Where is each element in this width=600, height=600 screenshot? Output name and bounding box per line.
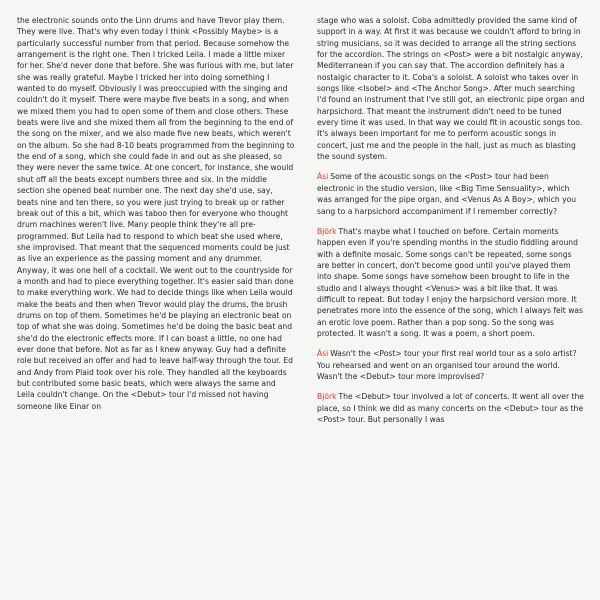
- paragraph-text: Some of the acoustic songs on the <Post> tour had been electronic in the studio version, like <Big Time Sensuality>, which was arranged for the pipe organ, and <Venus As A Boy>, which you sang to a harpsichord accompaniment if I remember correctly?: [317, 172, 577, 216]
- paragraph: [317, 348, 585, 382]
- paragraph: [317, 391, 585, 425]
- right-column: [317, 15, 585, 600]
- left-column: [17, 15, 295, 600]
- paragraph-text: Wasn't the <Post> tour your first real world tour as a solo artist? You rehearsed and went on an organised tour around the world. Wasn't the <Debut> tour more improvised?: [317, 349, 577, 381]
- paragraph-text: The <Debut> tour involved a lot of concerts. It went all over the place, so I think we did as many concerts on the <Debut> tour as the <Post> tour. But personally I was: [317, 392, 584, 424]
- speaker-name: Ási: [317, 172, 329, 182]
- paragraph: [317, 15, 585, 162]
- speaker-name: Björk: [317, 226, 337, 236]
- paragraph: the electronic sounds onto the Linn drums and have Trevor play them. They were live. That's why even today I think <Possibly Maybe> is a particularly successful number from that period. Because somehow the arrangement is the right one. Then I tricked Leila. I made a little mixer for her. She'd never done that before. She was furious with me, but later she was really grateful. Maybe I tricked her into doing something I wanted to do myself. Obviously I was preoccupied with the singing and couldn't do it myself. There were maybe five beats in a song, and when we mixed them you had to open some of them and close others. These beats were live and she mixed them all from the beginning to the end of the song on the mixer, and we also made five new beats, which weren't on the album. So she had 8-10 beats programmed from the beginning to the end of a song, which she could fade in and out as she pleased, so they were never the same twice. At one concert, for instance, she would shut off all the beats except numbers three and six. In the middle section she opened beat number one. The next day she'd use, say, beats nine and ten there, so you were just trying to break up or rather break out of this a bit, which was taboo then for everyone who thought drum machines weren't live. Many people think they're all pre-programmed. But Leila had to respond to which beat she used where, she improvised. That meant that the sequenced moments could be just as live an experience as the passing moment and any drummer. Anyway, it was one hell of a cocktail. We went out to the countryside for a month and had to piece everything together. It's easier said than done to make everything work. We had to decide things like when Leila would make the beats and then when Trevor would play the drums, the brush drums on top of them. Sometimes he'd be playing an electronic beat on top of what she was doing. Sometimes he'd be doing the basic beat and she'd do the electronic effects more. If I can boast a little, no one had ever done that before. Not as far as I knew anyway. Guy had a definite role but received an offer and had to leave half-way through the tour. Ed and Andy from Plaid took over his role. They handled all the keyboards but contributed some basic beats, which were always the same and Leila couldn't change. On the <Debut> tour I'd missed not having someone like Einar on: [17, 16, 295, 411]
- speaker-name: Björk: [317, 392, 337, 402]
- paragraph-text: stage who was a soloist. Coba admittedly provided the same kind of support in a way. At first it was because we couldn't afford to bring in string musicians, so it was decided to arrange all the string sections for the accordion. The strings on <Post> were a bit nostalgic anyway, Mediterranean if you can say that. The accordion definitely has a nostalgic character to it. Coba's a soloist. A soloist who takes over in songs like <Isobel> and <The Anchor Song>. After much searching I'd found an instrument that I've still got, an electronic pipe organ and harpsichord. That meant the instrument didn't need to be tuned every time it was used. In that way we could fit in acoustic songs too. It's always been important for me to perform acoustic songs in concert, just me and the people in the hall, just as much as blasting the sound system.: [317, 16, 585, 162]
- speaker-name: Ási: [317, 349, 329, 359]
- paragraph-text: That's maybe what I touched on before. Certain moments happen even if you're spending months in the studio fiddling around with a definite mosaic. Some songs can't be repeated, some songs are better in concert, don't become good until you've played them into shape. Some songs have somehow been brought to life in the studio and I always thought <Venus> was a bit like that. It was difficult to repeat. But today I enjoy the harpsichord version more. It penetrates more into the essence of the song, which I always felt was an erotic love poem. Rather than a pop song. So the song was protected. It wasn't a song. It was a poem, a short poem.: [317, 226, 584, 338]
- paragraph: [317, 226, 585, 339]
- paragraph: [317, 171, 585, 216]
